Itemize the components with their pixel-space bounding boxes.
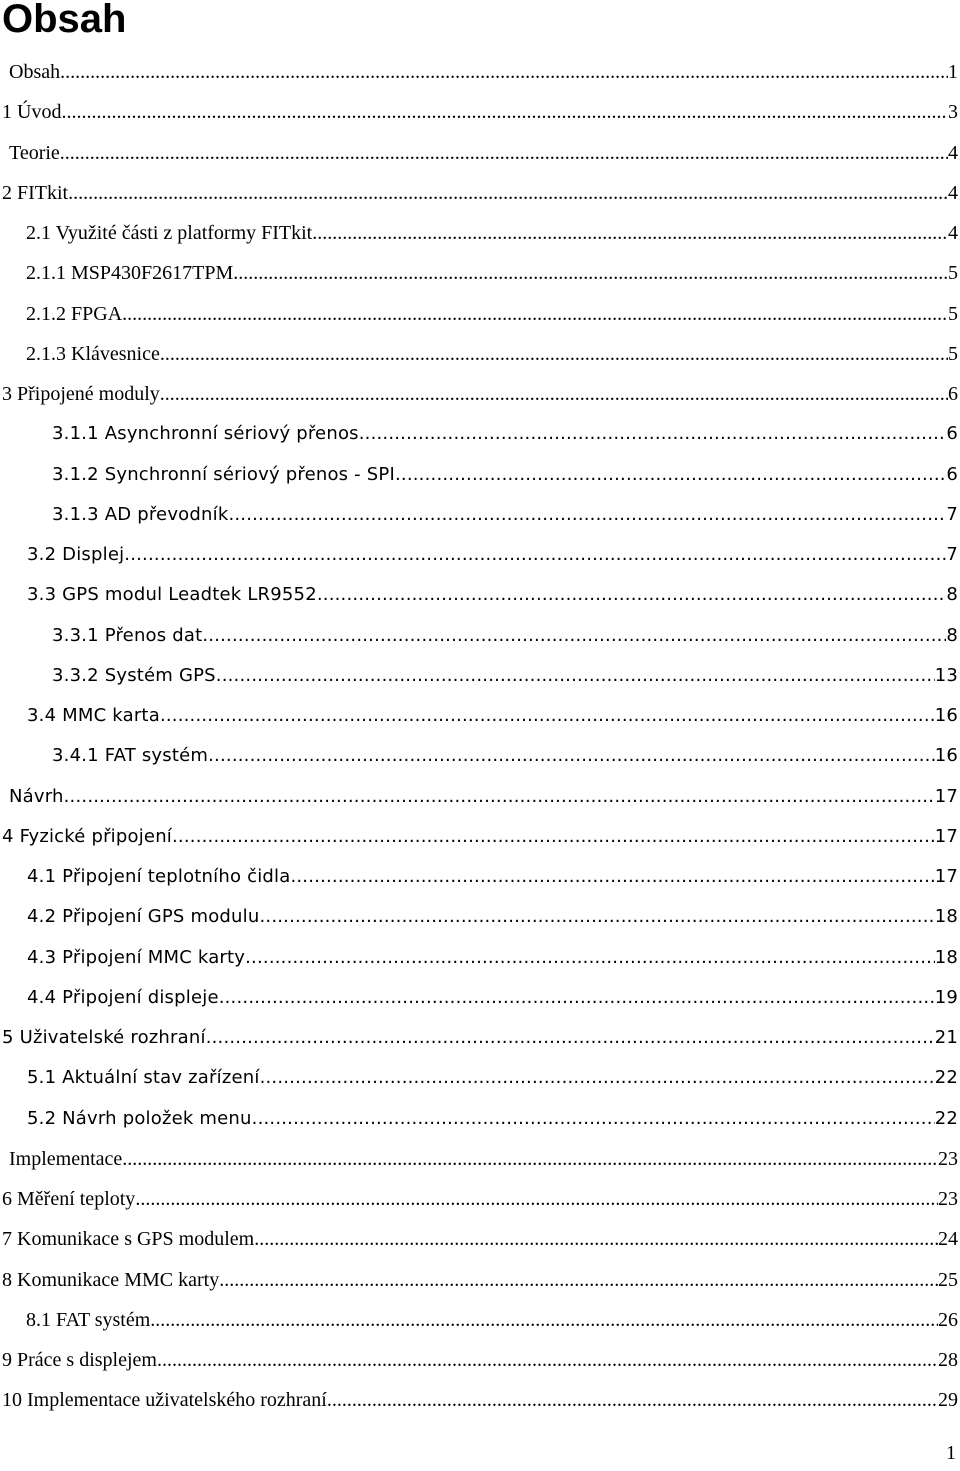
toc-entry-3-4-1[interactable] bbox=[0, 736, 960, 776]
toc-entry-3-3-1[interactable] bbox=[0, 616, 960, 656]
toc-leader-dots bbox=[228, 495, 946, 535]
toc-entry-3-4[interactable] bbox=[0, 696, 960, 736]
toc-leader-dots bbox=[124, 535, 946, 575]
toc-entry-label: Teorie bbox=[9, 141, 60, 164]
toc-entry-2-1[interactable] bbox=[0, 213, 960, 253]
toc-entry-page: 8 bbox=[946, 584, 958, 606]
toc-entry-page: 17 bbox=[934, 785, 958, 807]
toc-entry-page: 29 bbox=[938, 1389, 958, 1412]
toc-entry-page: 26 bbox=[938, 1308, 958, 1331]
toc-entry-page: 22 bbox=[934, 1067, 958, 1089]
toc-entry-8-1[interactable] bbox=[0, 1300, 960, 1340]
toc-leader-dots bbox=[60, 133, 948, 173]
toc-leader-dots bbox=[64, 777, 935, 817]
toc-entry-5[interactable] bbox=[0, 1018, 960, 1058]
toc-entry-page: 3 bbox=[948, 101, 958, 124]
toc-leader-dots bbox=[150, 1300, 938, 1340]
toc-entry-label: 2.1.3 Klávesnice bbox=[26, 342, 160, 365]
toc-entry-8[interactable] bbox=[0, 1260, 960, 1300]
toc-entry-4[interactable] bbox=[0, 817, 960, 857]
toc-entry-page: 23 bbox=[938, 1188, 958, 1210]
toc-entry-uvod[interactable] bbox=[0, 92, 960, 132]
toc-entry-page: 7 bbox=[946, 544, 958, 565]
toc-leader-dots bbox=[327, 1380, 938, 1420]
toc-entry-5-2[interactable] bbox=[0, 1099, 960, 1139]
toc-entry-9[interactable] bbox=[0, 1340, 960, 1380]
toc-entry-label: 2.1.1 MSP430F2617TPM bbox=[26, 262, 234, 285]
toc-entry-2-1-3[interactable] bbox=[0, 334, 960, 374]
toc-entry-page: 17 bbox=[934, 866, 958, 887]
toc-entry-page: 13 bbox=[934, 664, 958, 686]
toc-entry-label: 6 Měření teploty bbox=[2, 1188, 136, 1210]
toc-leader-dots bbox=[68, 173, 948, 213]
toc-leader-dots bbox=[219, 1260, 938, 1300]
toc-entry-page: 16 bbox=[934, 705, 958, 726]
toc-entry-label: 8 Komunikace MMC karty bbox=[2, 1268, 220, 1291]
toc-leader-dots bbox=[219, 978, 935, 1018]
toc-leader-dots bbox=[290, 857, 934, 897]
toc-heading: Obsah bbox=[2, 0, 127, 41]
toc-entry-label: 2.1.2 FPGA bbox=[26, 302, 123, 325]
toc-leader-dots bbox=[216, 656, 935, 696]
toc-leader-dots bbox=[60, 52, 948, 92]
toc-entry-6[interactable] bbox=[0, 1179, 960, 1219]
toc-entry-obsah[interactable] bbox=[0, 52, 960, 92]
toc-leader-dots bbox=[202, 616, 946, 656]
toc-entry-page: 6 bbox=[946, 463, 958, 485]
toc-entry-label: 3.4.1 FAT systém bbox=[52, 745, 209, 767]
toc-entry-label: 8.1 FAT systém bbox=[26, 1308, 151, 1331]
toc-entry-page: 24 bbox=[938, 1228, 958, 1251]
toc-entry-3-1-3[interactable] bbox=[0, 495, 960, 535]
toc-leader-dots bbox=[160, 696, 935, 736]
toc-entry-label: 1 Úvod bbox=[2, 101, 62, 124]
toc-entry-7[interactable] bbox=[0, 1219, 960, 1259]
toc-entry-page: 6 bbox=[948, 383, 958, 405]
toc-entry-label: 3.1.3 AD převodník bbox=[52, 503, 229, 525]
toc-leader-dots bbox=[206, 1018, 935, 1058]
toc-entry-3-3-2[interactable] bbox=[0, 656, 960, 696]
toc-leader-dots bbox=[172, 817, 935, 857]
toc-entry-page: 18 bbox=[934, 946, 958, 968]
toc-leader-dots bbox=[135, 1179, 938, 1219]
toc-entry-label: 3.4 MMC karta bbox=[27, 705, 160, 726]
toc-entry-label: 4.3 Připojení MMC karty bbox=[27, 946, 246, 968]
toc-leader-dots bbox=[359, 414, 947, 454]
toc-entry-3-3[interactable] bbox=[0, 575, 960, 615]
toc-entry-label: 3.3 GPS modul Leadtek LR9552 bbox=[27, 584, 317, 606]
toc-leader-dots bbox=[317, 575, 946, 615]
toc-entry-label: 4.2 Připojení GPS modulu bbox=[27, 906, 260, 928]
toc-leader-dots bbox=[122, 294, 948, 334]
toc-entry-label: 3.3.2 Systém GPS bbox=[52, 664, 216, 686]
toc-entry-label: 3.1.2 Synchronní sériový přenos - SPI bbox=[52, 463, 395, 485]
toc-leader-dots bbox=[312, 213, 948, 253]
toc-entry-label: 2 FITkit bbox=[2, 181, 69, 204]
toc-entry-10[interactable] bbox=[0, 1380, 960, 1420]
page-number: 1 bbox=[946, 1442, 956, 1464]
toc-leader-dots bbox=[245, 938, 935, 978]
toc-entry-page: 4 bbox=[948, 181, 958, 204]
toc-entry-page: 7 bbox=[946, 503, 958, 525]
toc-entry-2-1-1[interactable] bbox=[0, 253, 960, 293]
toc-entry-page: 5 bbox=[948, 302, 958, 325]
toc-leader-dots bbox=[160, 374, 948, 414]
toc-entry-label: 9 Práce s displejem bbox=[2, 1349, 157, 1371]
toc-leader-dots bbox=[254, 1219, 938, 1259]
toc-entry-label: Implementace bbox=[9, 1147, 123, 1170]
toc-leader-dots bbox=[160, 334, 948, 374]
toc-entry-page: 16 bbox=[934, 745, 958, 767]
toc-entry-4-3[interactable] bbox=[0, 938, 960, 978]
toc-entry-label: 3 Připojené moduly bbox=[2, 383, 160, 405]
toc-entry-page: 4 bbox=[948, 222, 958, 244]
toc-entry-page: 23 bbox=[938, 1147, 958, 1170]
toc-entry-label: 7 Komunikace s GPS modulem bbox=[2, 1228, 255, 1251]
toc-entry-page: 6 bbox=[946, 423, 958, 445]
toc-entry-label: 2.1 Využité části z platformy FITkit bbox=[26, 222, 313, 244]
toc-entry-page: 8 bbox=[946, 624, 958, 646]
toc-entry-label: 4.4 Připojení displeje bbox=[27, 986, 219, 1008]
toc-leader-dots bbox=[260, 1058, 935, 1098]
toc-entry-page: 22 bbox=[934, 1107, 958, 1129]
table-of-contents bbox=[0, 52, 960, 1421]
toc-leader-dots bbox=[395, 455, 946, 495]
toc-entry-3-1-1[interactable] bbox=[0, 414, 960, 454]
toc-entry-page: 1 bbox=[948, 61, 958, 83]
toc-entry-label: Návrh bbox=[9, 785, 64, 807]
toc-leader-dots bbox=[233, 253, 948, 293]
toc-leader-dots bbox=[252, 1099, 935, 1139]
toc-entry-label: Obsah bbox=[9, 61, 61, 83]
toc-entry-label: 10 Implementace uživatelského rozhraní bbox=[2, 1389, 327, 1412]
toc-entry-page: 18 bbox=[934, 906, 958, 928]
toc-entry-label: 5 Uživatelské rozhraní bbox=[2, 1027, 206, 1048]
toc-leader-dots bbox=[259, 897, 934, 937]
toc-entry-page: 5 bbox=[948, 342, 958, 365]
toc-entry-4-1[interactable] bbox=[0, 857, 960, 897]
toc-entry-label: 3.2 Displej bbox=[27, 544, 125, 565]
toc-leader-dots bbox=[157, 1340, 938, 1380]
toc-entry-label: 5.2 Návrh položek menu bbox=[27, 1107, 252, 1129]
toc-entry-page: 19 bbox=[934, 986, 958, 1008]
toc-entry-label: 4 Fyzické připojení bbox=[2, 825, 173, 847]
toc-entry-page: 5 bbox=[948, 262, 958, 285]
toc-entry-3-2[interactable] bbox=[0, 535, 960, 575]
toc-leader-dots bbox=[122, 1139, 938, 1179]
toc-entry-implementace[interactable] bbox=[0, 1139, 960, 1179]
toc-entry-3[interactable] bbox=[0, 374, 960, 414]
toc-entry-page: 25 bbox=[938, 1268, 958, 1291]
toc-entry-3-1-2[interactable] bbox=[0, 455, 960, 495]
toc-entry-page: 21 bbox=[934, 1027, 958, 1048]
toc-entry-label: 3.3.1 Přenos dat bbox=[52, 624, 203, 646]
toc-entry-4-4[interactable] bbox=[0, 978, 960, 1018]
toc-entry-page: 17 bbox=[934, 825, 958, 847]
toc-entry-5-1[interactable] bbox=[0, 1058, 960, 1098]
toc-entry-4-2[interactable] bbox=[0, 897, 960, 937]
toc-entry-2-1-2[interactable] bbox=[0, 294, 960, 334]
toc-entry-navrh[interactable] bbox=[0, 777, 960, 817]
toc-entry-label: 4.1 Připojení teplotního čidla bbox=[27, 866, 291, 887]
toc-entry-label: 3.1.1 Asynchronní sériový přenos bbox=[52, 423, 359, 445]
toc-leader-dots bbox=[61, 92, 948, 132]
toc-entry-page: 4 bbox=[948, 141, 958, 164]
toc-entry-label: 5.1 Aktuální stav zařízení bbox=[27, 1067, 260, 1089]
toc-entry-page: 28 bbox=[938, 1349, 958, 1371]
toc-entry-teorie[interactable] bbox=[0, 133, 960, 173]
toc-entry-fitkit[interactable] bbox=[0, 173, 960, 213]
toc-leader-dots bbox=[208, 736, 935, 776]
